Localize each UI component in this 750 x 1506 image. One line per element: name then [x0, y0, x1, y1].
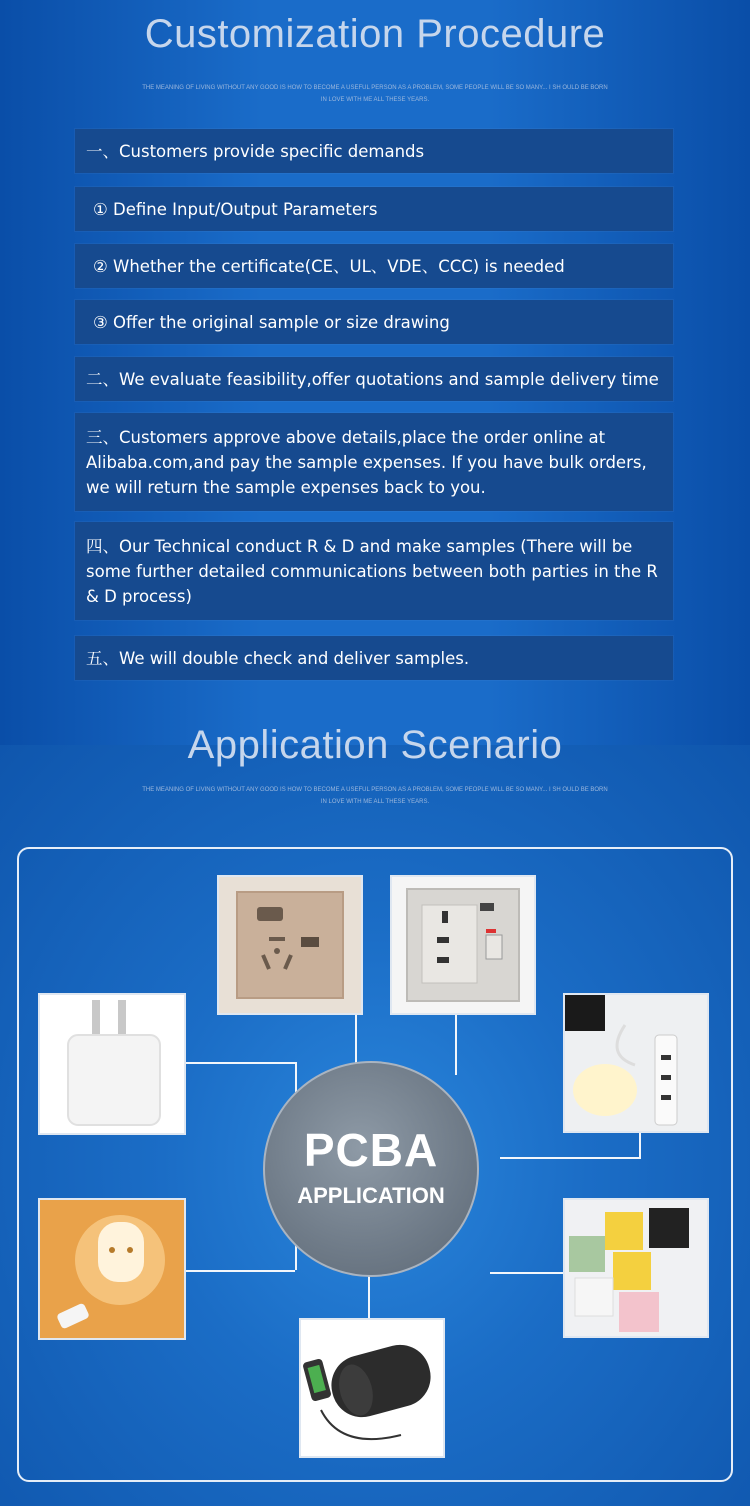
connector-line	[500, 1157, 640, 1159]
connector-line	[355, 1015, 357, 1063]
scenario-title: Application Scenario	[187, 723, 563, 767]
step-4: 四、Our Technical conduct R & D and make samples (There will be some further detailed communications between both parties in the R & D process)	[75, 522, 673, 620]
bluetooth-speaker-icon	[301, 1320, 443, 1456]
center-small-text: APPLICATION	[297, 1183, 445, 1208]
power-strip-icon	[565, 995, 707, 1131]
step-1-sub-2: ② Whether the certificate(CE、UL、VDE、CCC) is needed	[75, 244, 673, 288]
step-2: 二、We evaluate feasibility,offer quotations and sample delivery time	[75, 357, 673, 401]
wall-socket-usb-icon	[219, 877, 361, 1013]
step-1: 一、Customers provide specific demands	[75, 129, 673, 173]
connector-line	[185, 1270, 295, 1272]
connector-line	[455, 1005, 457, 1075]
application-scenario-section	[0, 723, 750, 1506]
procedure-title: Customization Procedure	[144, 12, 606, 56]
power-strip-image	[563, 993, 709, 1133]
pcba-center-circle	[263, 1061, 479, 1277]
uk-socket-image	[390, 875, 536, 1015]
procedure-subtitle: THE MEANING OF LIVING WITHOUT ANY GOOD IS HOW TO BECOME A USEFUL PERSON AS A PROBLEM, SOME PEOPLE WILL BE SO MANY... I SH OULD BE BORN IN LOVE WITH ME ALL THESE YEARS.	[142, 85, 608, 103]
cube-socket-icon	[565, 1200, 707, 1336]
customization-procedure-section	[0, 0, 750, 745]
uk-socket-icon	[392, 877, 534, 1013]
usb-adapter-image	[38, 993, 186, 1135]
wall-socket-usb-image	[217, 875, 363, 1015]
connector-line	[368, 1275, 370, 1320]
step-5: 五、We will double check and deliver samples.	[75, 636, 673, 680]
usb-adapter-icon	[40, 995, 184, 1133]
step-3: 三、Customers approve above details,place the order online at Alibaba.com,and pay the sample expenses. If you have bulk orders, we will return the sample expenses back to you.	[75, 413, 673, 511]
connector-line	[490, 1272, 565, 1274]
step-1-sub-3: ③ Offer the original sample or size drawing	[75, 300, 673, 344]
connector-line	[185, 1062, 295, 1064]
center-big-text: PCBA	[303, 1124, 439, 1176]
night-light-image	[38, 1198, 186, 1340]
cube-socket-image	[563, 1198, 709, 1338]
bluetooth-speaker-image	[299, 1318, 445, 1458]
step-1-sub-1: ① Define Input/Output Parameters	[75, 187, 673, 231]
night-light-icon	[40, 1200, 184, 1338]
connector-line	[295, 1062, 297, 1092]
connector-line	[639, 1133, 641, 1159]
scenario-subtitle: THE MEANING OF LIVING WITHOUT ANY GOOD IS HOW TO BECOME A USEFUL PERSON AS A PROBLEM, SOME PEOPLE WILL BE SO MANY... I SH OULD BE BORN IN LOVE WITH ME ALL THESE YEARS.	[142, 787, 608, 805]
